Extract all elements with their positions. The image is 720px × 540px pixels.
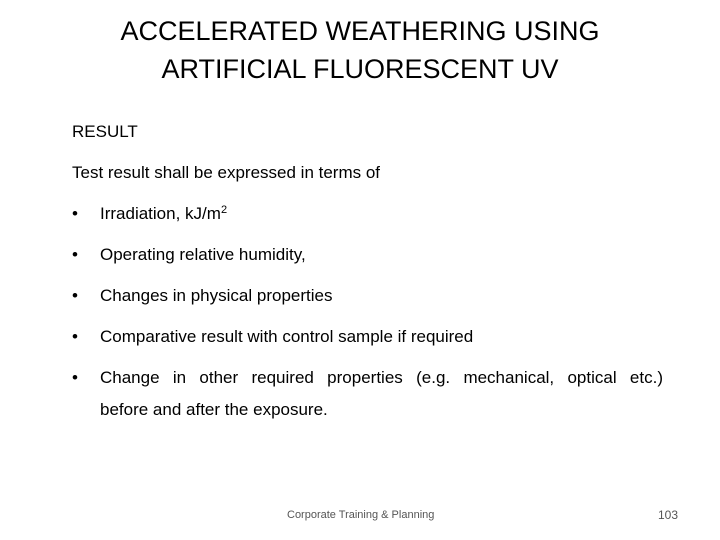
intro-text: Test result shall be expressed in terms of — [72, 163, 381, 182]
slide-footer — [0, 507, 720, 527]
bullet-marker: • — [72, 204, 78, 223]
bullet-marker: • — [72, 286, 78, 305]
bullet-text: Comparative result with control sample if required — [100, 327, 474, 346]
footer-label: Corporate Training & Planning — [287, 509, 435, 521]
title-line-1: ACCELERATED WEATHERING USING — [120, 16, 600, 46]
bullet-item-other-properties — [72, 367, 672, 421]
page-number: 103 — [657, 508, 678, 522]
bullet-item-physical-properties — [72, 285, 672, 307]
bullet-marker: • — [72, 245, 78, 264]
bullet-list — [72, 203, 672, 440]
superscript: 2 — [220, 204, 228, 216]
bullet-text: Changes in physical properties — [100, 286, 333, 305]
section-heading: RESULT — [72, 122, 138, 141]
bullet-marker: • — [72, 368, 78, 387]
bullet-text: Change in other required properties (e.g. mechanical, optical etc.) — [100, 368, 663, 387]
bullet-item-humidity — [72, 244, 672, 266]
bullet-text: Operating relative humidity, — [100, 245, 306, 264]
slide-title — [0, 12, 720, 88]
bullet-item-comparative-result — [72, 326, 672, 348]
bullet-item-irradiation — [72, 203, 672, 225]
bullet-continuation: before and after the exposure. — [100, 400, 328, 419]
title-line-2: ARTIFICIAL FLUORESCENT UV — [161, 54, 559, 84]
bullet-marker: • — [72, 327, 78, 346]
bullet-text: Irradiation, kJ/m — [100, 204, 221, 223]
